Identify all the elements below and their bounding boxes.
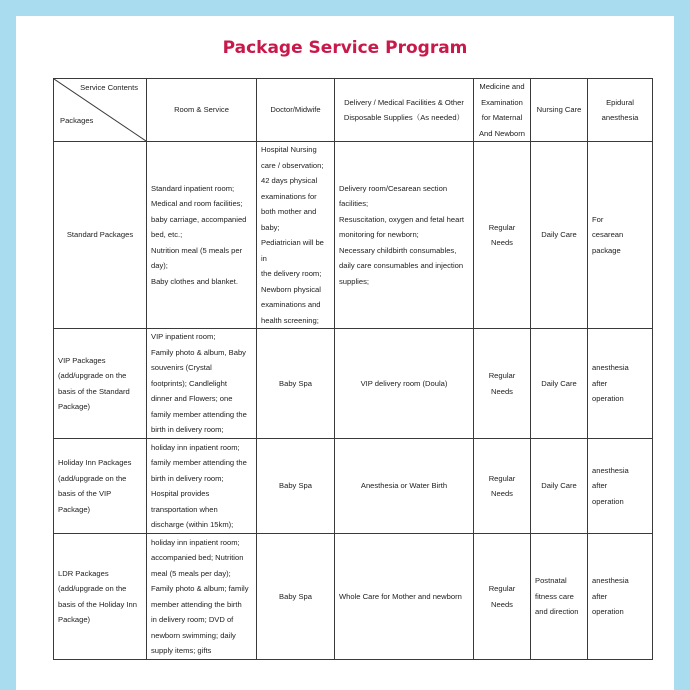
text-line: Resuscitation, oxygen and fetal heart	[339, 214, 464, 224]
text-line: Family photo & album, Baby	[151, 347, 246, 357]
room-service-cell	[147, 534, 257, 660]
col-header-doctor: Doctor/Midwife	[257, 79, 335, 142]
text-line: Needs	[491, 386, 513, 396]
text-line: Necessary childbirth consumables,	[339, 245, 457, 255]
col-header-delivery: Delivery / Medical Facilities & Other Disposable Supplies（As needed）	[335, 79, 474, 142]
text-line: after	[592, 591, 608, 601]
table-row	[54, 329, 653, 439]
text-line: newborn swimming; daily	[151, 630, 236, 640]
text-line: 42 days physical	[261, 176, 318, 185]
delivery-cell: VIP delivery room (Doula)	[335, 329, 474, 439]
text-line: Medical and room facilities;	[151, 199, 243, 209]
medicine-cell	[474, 329, 531, 439]
table-row	[54, 142, 653, 329]
text-line: Delivery room/Cesarean section	[339, 183, 448, 193]
text-line: supply items; gifts	[151, 646, 212, 655]
text-line: after	[592, 378, 608, 388]
nursing-cell: Daily Care	[531, 439, 588, 534]
text-line: family member attending the	[151, 458, 247, 467]
text-line: baby carriage, accompanied	[151, 214, 247, 224]
text-line: Needs	[491, 489, 513, 498]
text-line: Regular	[488, 371, 516, 380]
text-line: holiday inn inpatient room;	[151, 442, 240, 452]
text-line: day);	[151, 261, 168, 271]
text-line: bed, etc.;	[151, 230, 183, 240]
text-line: Baby clothes and blanket.	[151, 276, 238, 286]
text-line: transportation when	[151, 504, 218, 514]
packages-label: Packages	[60, 115, 94, 125]
doctor-cell: Baby Spa	[257, 329, 335, 439]
delivery-cell: Anesthesia or Water Birth	[335, 439, 474, 534]
text-line: the delivery room;	[261, 269, 322, 278]
col-header-room: Room & Service	[147, 79, 257, 142]
text-line: Hospital Nursing	[261, 145, 317, 154]
text-line: Needs	[491, 238, 513, 247]
package-table	[53, 78, 653, 660]
text-line: VIP Packages	[58, 355, 106, 365]
text-line: care / observation;	[261, 160, 324, 170]
package-name	[54, 329, 147, 439]
medicine-cell	[474, 439, 531, 534]
epidural-cell	[588, 439, 653, 534]
text-line: accompanied bed; Nutrition	[151, 553, 244, 562]
text-line: family member attending the	[151, 409, 247, 419]
medicine-cell	[474, 534, 531, 660]
doctor-cell: Baby Spa	[257, 534, 335, 660]
text-line: Package)	[58, 402, 91, 411]
text-line: monitoring for newborn;	[339, 230, 419, 240]
page-title: Package Service Program	[222, 38, 468, 58]
doctor-cell: Baby Spa	[257, 439, 335, 534]
text-line: VIP inpatient room;	[151, 332, 216, 342]
text-line: Nutrition meal (5 meals per	[151, 245, 243, 255]
text-line: operation	[592, 394, 624, 404]
text-line: Postnatal	[535, 576, 567, 586]
text-line: basis of the Standard	[58, 386, 130, 396]
text-line: Newborn physical	[261, 284, 321, 294]
text-line: LDR Packages	[58, 568, 109, 578]
header-row	[54, 79, 653, 142]
text-line: examinations for	[261, 191, 317, 201]
room-service-cell	[147, 329, 257, 439]
text-line: facilities;	[339, 199, 369, 209]
text-line: For	[592, 214, 604, 224]
text-line: Regular	[488, 473, 516, 483]
room-service-cell	[147, 142, 257, 329]
text-line: after	[592, 481, 608, 491]
text-line: souvenirs (Crystal	[151, 363, 212, 373]
epidural-cell	[588, 534, 653, 660]
text-line: operation	[592, 607, 624, 617]
package-name	[54, 439, 147, 534]
text-line: (add/upgrade on the	[58, 584, 127, 593]
text-line: dinner and Flowers; one	[151, 394, 233, 404]
epidural-cell	[588, 142, 653, 329]
text-line: fitness care	[535, 591, 574, 601]
nursing-cell	[531, 534, 588, 660]
text-line: baby;	[261, 222, 280, 232]
text-line: cesarean	[592, 230, 624, 240]
text-line: anesthesia	[592, 576, 629, 586]
text-line: anesthesia	[592, 465, 629, 475]
col-header-nursing: Nursing Care	[531, 79, 588, 142]
table-row	[54, 439, 653, 534]
package-name	[54, 534, 147, 660]
doctor-cell	[257, 142, 335, 329]
text-line: Needs	[491, 599, 513, 609]
room-service-cell	[147, 439, 257, 534]
text-line: in delivery room; DVD of	[151, 615, 234, 624]
nursing-cell: Daily Care	[531, 142, 588, 329]
text-line: and direction	[535, 607, 579, 617]
nursing-cell: Daily Care	[531, 329, 588, 439]
text-line: health screening;	[261, 315, 319, 325]
text-line: basis of the Holiday Inn	[58, 599, 137, 609]
service-contents-label: Service Contents	[80, 83, 138, 92]
text-line: birth in delivery room;	[151, 473, 224, 483]
text-line: Holiday Inn Packages	[58, 458, 132, 467]
diagonal-header-cell	[54, 79, 147, 142]
text-line: supplies;	[339, 276, 369, 286]
text-line: basis of the VIP	[58, 489, 112, 498]
text-line: Family photo & album; family	[151, 584, 249, 593]
table-row	[54, 534, 653, 660]
page-card	[16, 16, 674, 690]
text-line: both mother and	[261, 207, 317, 216]
text-line: anesthesia	[592, 363, 629, 373]
text-line: Regular	[488, 222, 516, 232]
text-line: daily care consumables and injection	[339, 261, 464, 271]
col-header-epidural: Epidural anesthesia	[588, 79, 653, 142]
col-header-medicine: Medicine and Examination for Maternal And Newborn	[474, 79, 531, 142]
delivery-cell: Whole Care for Mother and newborn	[335, 534, 474, 660]
delivery-cell	[335, 142, 474, 329]
text-line: meal (5 meals per day);	[151, 568, 231, 578]
text-line: Package)	[58, 504, 91, 514]
text-line: package	[592, 245, 621, 255]
epidural-cell	[588, 329, 653, 439]
text-line: Package)	[58, 615, 91, 624]
text-line: operation	[592, 496, 624, 506]
text-line: member attending the birth	[151, 599, 242, 609]
text-line: footprints); Candlelight	[151, 378, 227, 388]
text-line: Hospital provides	[151, 489, 210, 498]
text-line: discharge (within 15km);	[151, 520, 234, 529]
text-line: birth in delivery room;	[151, 425, 224, 435]
text-line: (add/upgrade on the	[58, 473, 127, 483]
text-line: Regular	[488, 584, 516, 593]
text-line: examinations and	[261, 300, 321, 309]
package-name: Standard Packages	[54, 142, 147, 329]
text-line: holiday inn inpatient room;	[151, 537, 240, 547]
text-line: Pediatrician will be in	[261, 238, 324, 263]
text-line: Standard inpatient room;	[151, 183, 235, 193]
medicine-cell	[474, 142, 531, 329]
text-line: (add/upgrade on the	[58, 371, 127, 380]
